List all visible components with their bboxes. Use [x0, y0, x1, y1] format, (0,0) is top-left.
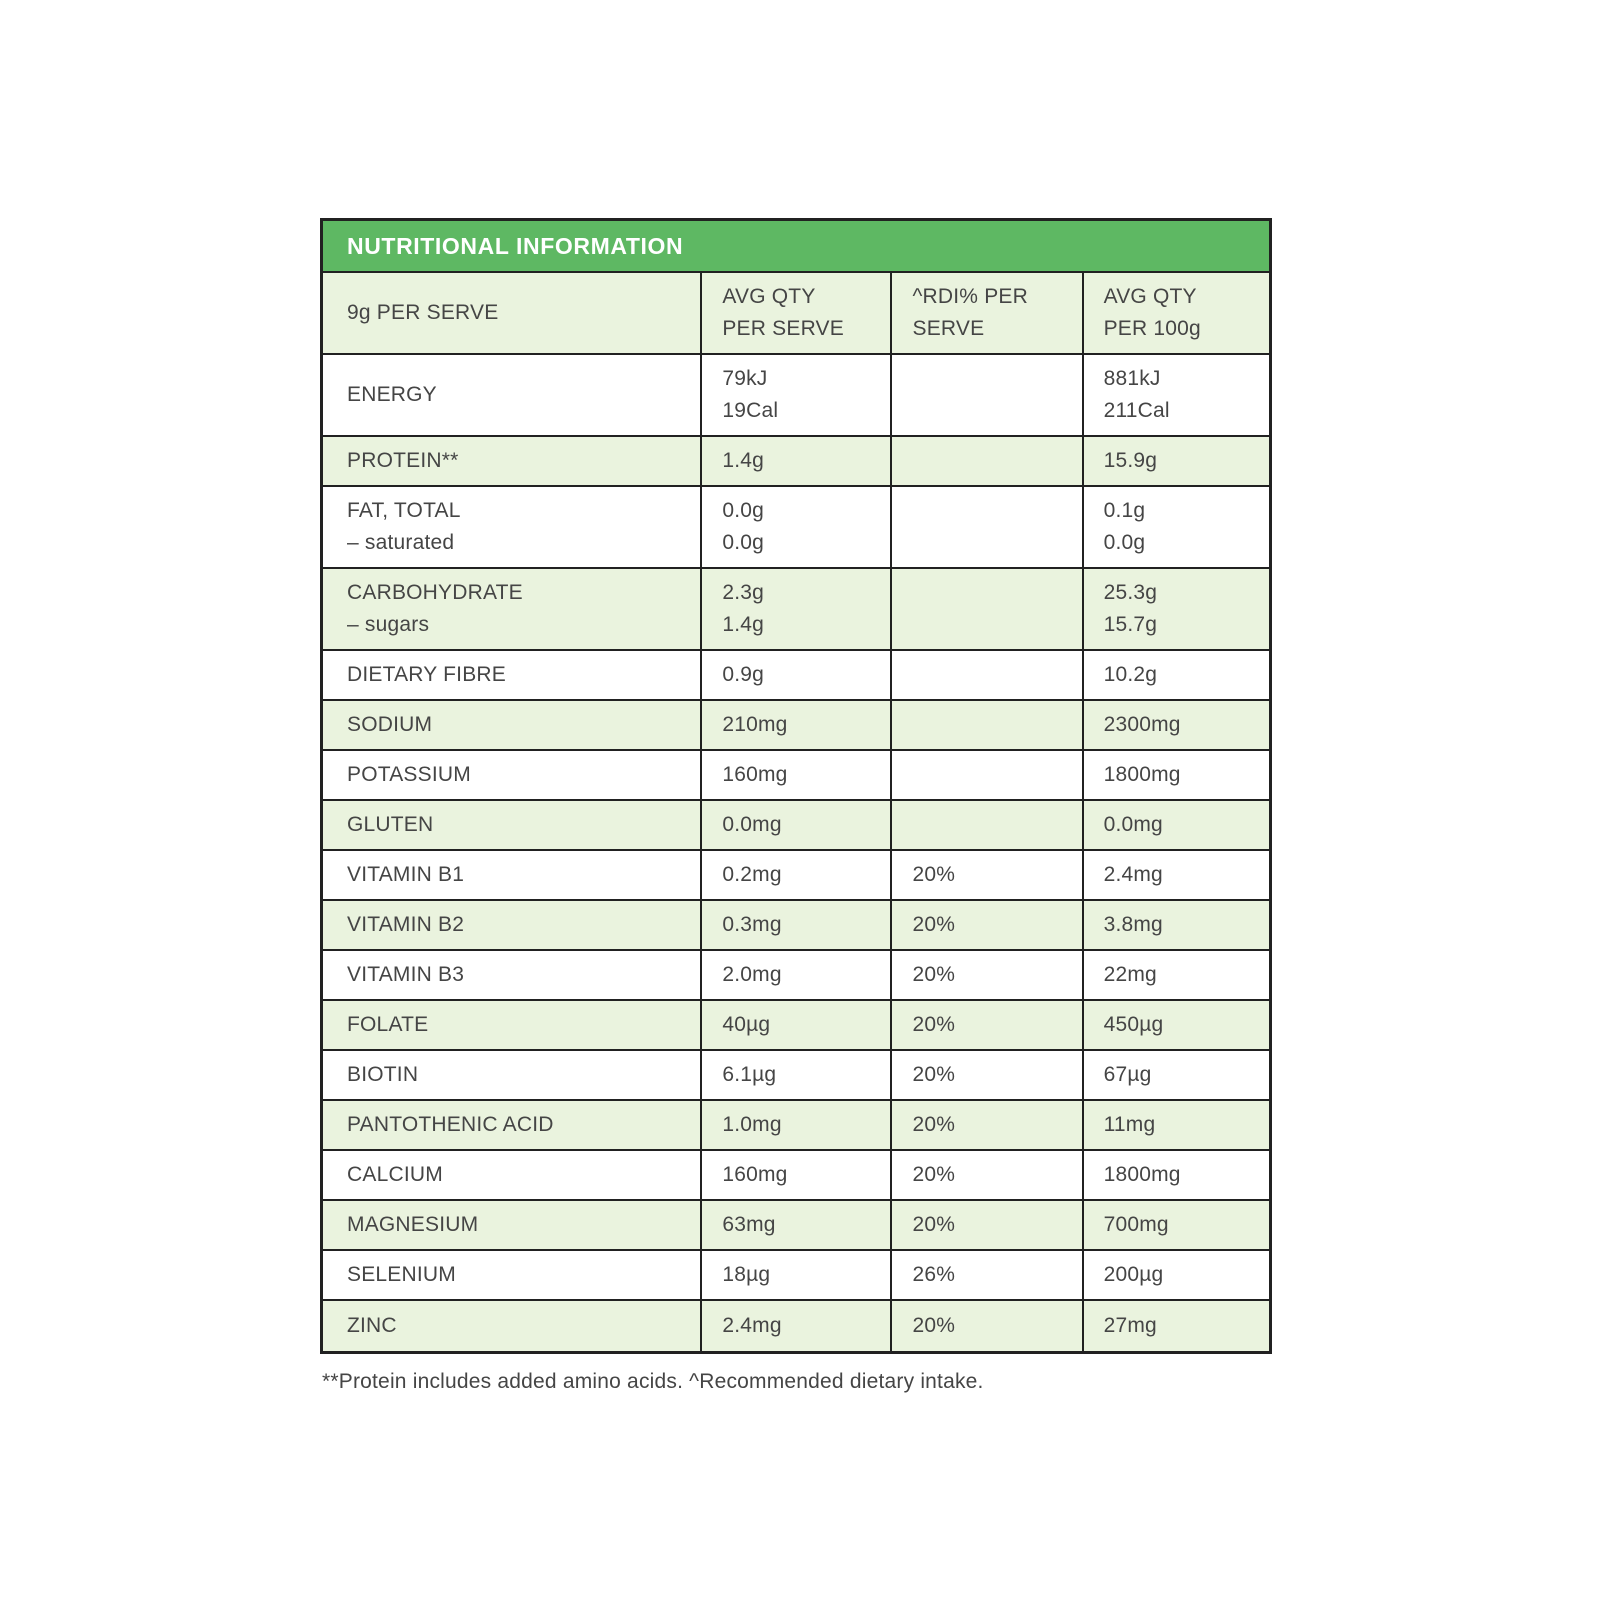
row-label-cell — [323, 487, 702, 567]
cell-text: POTASSIUM — [347, 763, 471, 786]
table-row — [323, 801, 1269, 851]
cell-text: 79kJ — [722, 367, 768, 390]
rdi-per-serve-cell — [892, 1101, 1083, 1149]
cell-text: 19Cal — [722, 399, 779, 422]
avg-qty-per-serve-cell — [702, 701, 892, 749]
cell-text: ZINC — [347, 1314, 397, 1337]
cell-text: VITAMIN B3 — [347, 963, 465, 986]
rdi-per-serve-cell — [892, 1001, 1083, 1049]
cell-text: 1.4g — [722, 449, 765, 472]
table-row — [323, 951, 1269, 1001]
avg-qty-per-serve-cell — [702, 1151, 892, 1199]
cell-text: 160mg — [722, 763, 788, 786]
cell-text: 15.9g — [1103, 449, 1158, 472]
cell-text: 26% — [912, 1263, 956, 1286]
cell-text: 2.4mg — [1103, 863, 1163, 886]
table-title-bar — [323, 221, 1269, 273]
cell-text: 200µg — [1103, 1263, 1164, 1286]
cell-text: 1.0mg — [722, 1113, 782, 1136]
rdi-per-serve-cell — [892, 951, 1083, 999]
avg-qty-per-100g-cell — [1084, 901, 1269, 949]
row-label-cell — [323, 569, 702, 649]
avg-qty-per-100g-cell — [1084, 851, 1269, 899]
table-row — [323, 1051, 1269, 1101]
table-row — [323, 751, 1269, 801]
table-row — [323, 1151, 1269, 1201]
rdi-per-serve-cell — [892, 1051, 1083, 1099]
row-label-cell — [323, 951, 702, 999]
rdi-per-serve-cell — [892, 801, 1083, 849]
rdi-per-serve-cell — [892, 437, 1083, 485]
cell-text: 211Cal — [1103, 399, 1170, 422]
rdi-per-serve-cell — [892, 701, 1083, 749]
avg-qty-per-100g-cell — [1084, 1201, 1269, 1249]
avg-qty-per-serve-cell — [702, 1301, 892, 1351]
rdi-per-serve-cell — [892, 1301, 1083, 1351]
table-row — [323, 487, 1269, 569]
column-header-serving — [323, 273, 702, 353]
cell-text: 67µg — [1103, 1063, 1152, 1086]
cell-text: 0.9g — [722, 663, 765, 686]
cell-text: MAGNESIUM — [347, 1213, 479, 1236]
column-header-text: AVG QTY — [722, 285, 816, 308]
avg-qty-per-serve-cell — [702, 851, 892, 899]
row-label-cell — [323, 901, 702, 949]
cell-text: 0.0mg — [1103, 813, 1163, 836]
avg-qty-per-100g-cell — [1084, 1251, 1269, 1299]
cell-text: 0.2mg — [722, 863, 782, 886]
row-label-cell — [323, 1201, 702, 1249]
cell-text: 881kJ — [1103, 367, 1161, 390]
cell-text: BIOTIN — [347, 1063, 419, 1086]
cell-text: 3.8mg — [1103, 913, 1163, 936]
avg-qty-per-serve-cell — [702, 487, 892, 567]
avg-qty-per-100g-cell — [1084, 1301, 1269, 1351]
cell-text: 20% — [912, 1314, 956, 1337]
cell-text: 210mg — [722, 713, 788, 736]
column-header-text: ^RDI% PER — [912, 285, 1028, 308]
avg-qty-per-100g-cell — [1084, 437, 1269, 485]
cell-text: 10.2g — [1103, 663, 1158, 686]
cell-text: PANTOTHENIC ACID — [347, 1113, 554, 1136]
rdi-per-serve-cell — [892, 651, 1083, 699]
table-row — [323, 701, 1269, 751]
cell-text: 15.7g — [1103, 613, 1158, 636]
table-title: NUTRITIONAL INFORMATION — [347, 232, 684, 259]
table-row — [323, 1201, 1269, 1251]
avg-qty-per-100g-cell — [1084, 701, 1269, 749]
table-row — [323, 651, 1269, 701]
avg-qty-per-serve-cell — [702, 569, 892, 649]
cell-text: 1800mg — [1103, 763, 1181, 786]
cell-text: CALCIUM — [347, 1163, 443, 1186]
cell-text: 20% — [912, 1063, 956, 1086]
table-row — [323, 1301, 1269, 1351]
avg-qty-per-100g-cell — [1084, 1051, 1269, 1099]
table-row — [323, 1001, 1269, 1051]
cell-text: 0.1g — [1103, 499, 1146, 522]
cell-text: 20% — [912, 963, 956, 986]
cell-text: SODIUM — [347, 713, 433, 736]
table-row — [323, 355, 1269, 437]
row-label-cell — [323, 1101, 702, 1149]
avg-qty-per-100g-cell — [1084, 1001, 1269, 1049]
cell-text: 0.0mg — [722, 813, 782, 836]
row-label-cell — [323, 701, 702, 749]
avg-qty-per-serve-cell — [702, 355, 892, 435]
column-header-text: 9g PER SERVE — [347, 301, 499, 324]
column-header-avg-qty-per-serve — [702, 273, 892, 353]
row-label-cell — [323, 1301, 702, 1351]
column-header-text: SERVE — [912, 317, 985, 340]
row-label-cell — [323, 1001, 702, 1049]
row-label-cell — [323, 1051, 702, 1099]
footnote: **Protein includes added amino acids. ^Recommended dietary intake. — [322, 1370, 984, 1393]
rdi-per-serve-cell — [892, 487, 1083, 567]
rdi-per-serve-cell — [892, 1251, 1083, 1299]
cell-text: 1800mg — [1103, 1163, 1181, 1186]
cell-text: 20% — [912, 913, 956, 936]
avg-qty-per-100g-cell — [1084, 801, 1269, 849]
avg-qty-per-serve-cell — [702, 1201, 892, 1249]
cell-text: 700mg — [1103, 1213, 1169, 1236]
table-row — [323, 569, 1269, 651]
row-label-cell — [323, 751, 702, 799]
row-label-cell — [323, 1151, 702, 1199]
cell-text: VITAMIN B2 — [347, 913, 465, 936]
cell-text: 6.1µg — [722, 1063, 777, 1086]
cell-text: 63mg — [722, 1213, 776, 1236]
column-header-text: AVG QTY — [1103, 285, 1197, 308]
cell-text: VITAMIN B1 — [347, 863, 465, 886]
cell-text: CARBOHYDRATE — [347, 581, 523, 604]
avg-qty-per-serve-cell — [702, 901, 892, 949]
column-header-text: PER 100g — [1103, 317, 1201, 340]
avg-qty-per-serve-cell — [702, 1251, 892, 1299]
cell-text: 20% — [912, 1213, 956, 1236]
cell-text: 160mg — [722, 1163, 788, 1186]
cell-text: DIETARY FIBRE — [347, 663, 506, 686]
cell-text: 2.4mg — [722, 1314, 782, 1337]
column-header-text: PER SERVE — [722, 317, 844, 340]
avg-qty-per-serve-cell — [702, 951, 892, 999]
avg-qty-per-100g-cell — [1084, 569, 1269, 649]
row-label-cell — [323, 355, 702, 435]
avg-qty-per-100g-cell — [1084, 1101, 1269, 1149]
cell-text: 20% — [912, 863, 956, 886]
nutrition-panel — [320, 218, 1272, 1394]
avg-qty-per-100g-cell — [1084, 751, 1269, 799]
avg-qty-per-serve-cell — [702, 801, 892, 849]
row-label-cell — [323, 651, 702, 699]
cell-text: 0.0g — [1103, 531, 1146, 554]
cell-text: 18µg — [722, 1263, 771, 1286]
cell-text: – saturated — [347, 531, 455, 554]
nutrition-table — [320, 218, 1272, 1354]
cell-text: 0.0g — [722, 531, 765, 554]
cell-text: 25.3g — [1103, 581, 1158, 604]
table-row — [323, 1101, 1269, 1151]
cell-text: ENERGY — [347, 383, 437, 406]
row-label-cell — [323, 1251, 702, 1299]
row-label-cell — [323, 801, 702, 849]
column-header-rdi-per-serve — [892, 273, 1083, 353]
avg-qty-per-serve-cell — [702, 1051, 892, 1099]
avg-qty-per-100g-cell — [1084, 355, 1269, 435]
cell-text: 1.4g — [722, 613, 765, 636]
cell-text: 20% — [912, 1163, 956, 1186]
cell-text: 11mg — [1103, 1113, 1156, 1136]
cell-text: 450µg — [1103, 1013, 1164, 1036]
cell-text: SELENIUM — [347, 1263, 456, 1286]
cell-text: 2300mg — [1103, 713, 1181, 736]
cell-text: FAT, TOTAL — [347, 499, 461, 522]
cell-text: 22mg — [1103, 963, 1157, 986]
cell-text: 20% — [912, 1113, 956, 1136]
avg-qty-per-100g-cell — [1084, 951, 1269, 999]
cell-text: GLUTEN — [347, 813, 434, 836]
rdi-per-serve-cell — [892, 1201, 1083, 1249]
rdi-per-serve-cell — [892, 1151, 1083, 1199]
table-row — [323, 901, 1269, 951]
rdi-per-serve-cell — [892, 901, 1083, 949]
avg-qty-per-serve-cell — [702, 437, 892, 485]
rdi-per-serve-cell — [892, 751, 1083, 799]
cell-text: PROTEIN** — [347, 449, 459, 472]
cell-text: 27mg — [1103, 1314, 1157, 1337]
avg-qty-per-serve-cell — [702, 651, 892, 699]
rdi-per-serve-cell — [892, 355, 1083, 435]
table-row — [323, 1251, 1269, 1301]
table-row — [323, 851, 1269, 901]
cell-text: 2.0mg — [722, 963, 782, 986]
avg-qty-per-serve-cell — [702, 1001, 892, 1049]
cell-text: 20% — [912, 1013, 956, 1036]
nutrition-table-body — [323, 355, 1269, 1351]
avg-qty-per-serve-cell — [702, 751, 892, 799]
avg-qty-per-100g-cell — [1084, 651, 1269, 699]
avg-qty-per-serve-cell — [702, 1101, 892, 1149]
avg-qty-per-100g-cell — [1084, 1151, 1269, 1199]
column-header-avg-qty-per-100g — [1084, 273, 1269, 353]
cell-text: 2.3g — [722, 581, 765, 604]
rdi-per-serve-cell — [892, 851, 1083, 899]
cell-text: 0.3mg — [722, 913, 782, 936]
table-header-row — [323, 273, 1269, 355]
cell-text: 40µg — [722, 1013, 771, 1036]
avg-qty-per-100g-cell — [1084, 487, 1269, 567]
cell-text: – sugars — [347, 613, 430, 636]
cell-text: FOLATE — [347, 1013, 429, 1036]
row-label-cell — [323, 437, 702, 485]
table-row — [323, 437, 1269, 487]
row-label-cell — [323, 851, 702, 899]
cell-text: 0.0g — [722, 499, 765, 522]
rdi-per-serve-cell — [892, 569, 1083, 649]
